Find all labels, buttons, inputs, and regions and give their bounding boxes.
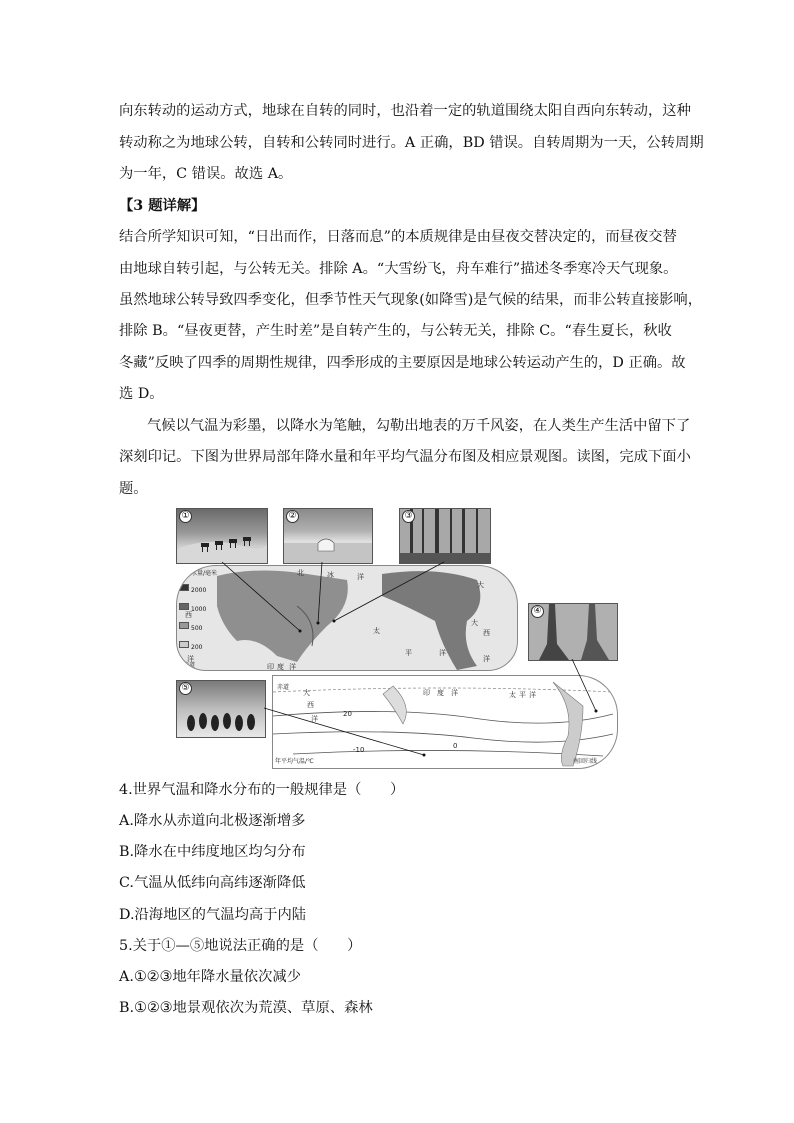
map-label: 西 (483, 629, 490, 637)
legend-value: 2000 (191, 587, 207, 594)
map-label: 洋 (483, 655, 490, 663)
map-label: 大 (303, 689, 310, 697)
map-label: 洋 (187, 655, 194, 663)
map-label: 洋 (289, 663, 296, 671)
map-label: 大 (471, 619, 478, 627)
map-label: 洋 (451, 689, 458, 697)
answer-option[interactable]: D.沿海地区的气温均高于内陆 (119, 907, 307, 923)
map-label: 平 (519, 691, 526, 699)
photo-number: ② (286, 510, 299, 523)
legend-value: 500 (191, 625, 203, 632)
legend-value: 200 (191, 644, 203, 651)
text-line: 转动称之为地球公转，自转和公转同时进行。A 正确，BD 错误。自转周期为一天，公转周期 (119, 135, 704, 151)
text-line: 冬藏”反映了四季的周期性规律，四季形成的主要原因是地球公转运动产生的，D 正确。故 (119, 355, 686, 371)
map-label: 洋 (357, 573, 364, 581)
map-label: 南回归线 (573, 758, 598, 765)
text-line: 排除 B。“昼夜更替，产生时差”是自转产生的，与公转无关，排除 C。“春生夏长，秋收 (119, 323, 672, 339)
map-label: 洋 (529, 691, 536, 699)
answer-option[interactable]: B.①②③地景观依次为荒漠、草原、森林 (119, 1000, 373, 1016)
answer-option[interactable]: C.气温从低纬向高纬逐渐降低 (119, 875, 306, 891)
map-label: 西 (307, 701, 314, 709)
photo-number: ⑤ (179, 682, 192, 695)
map-label: 度 (437, 689, 444, 697)
text-line: 虽然地球公转导致四季变化，但季节性天气现象(如降雪)是气候的结果，而非公转直接影响， (119, 292, 703, 308)
map-label: 20 (343, 710, 352, 718)
answer-option[interactable]: B.降水在中纬度地区均匀分布 (119, 844, 306, 860)
text-line: 深刻印记。下图为世界局部年降水量和年平均气温分布图及相应景观图。读图，完成下面小 (119, 449, 691, 465)
photo-number: ① (179, 510, 192, 523)
text-line: 气候以气温为彩墨，以降水为笔触，勾勒出地表的万千风姿，在人类生产生活中留下了 (147, 418, 691, 434)
answer-option[interactable]: A.降水从赤道向北极逐渐增多 (119, 813, 306, 829)
map-label: 洋 (439, 649, 446, 657)
answer-option[interactable]: A.①②③地年降水量依次减少 (119, 969, 301, 985)
text-line: 向东转动的运动方式，地球在自转的同时，也沿着一定的轨道围绕太阳自西向东转动，这种 (119, 103, 691, 119)
map-label: 大 (477, 581, 484, 589)
map-label: 太 (509, 691, 516, 699)
map-label: 赤道 (277, 684, 290, 691)
legend-value: 1000 (191, 606, 207, 613)
map-label: 平 (405, 649, 412, 657)
map-label: 太 (373, 627, 380, 635)
map-label: -10 (353, 746, 365, 754)
photo-number: ④ (531, 605, 544, 618)
legend-title: 年降水量/毫米 (179, 570, 218, 577)
map-label: 北 (297, 569, 304, 577)
question-stem: 5.关于①—⑤地说法正确的是（ ） (119, 938, 362, 954)
map-label: 冰 (327, 571, 334, 579)
text-line: 由地球自转引起，与公转无关。排除 A。“大雪纷飞，舟车难行”描述冬季寒冷天气现象。 (119, 261, 678, 277)
map-label: 印 (267, 663, 274, 671)
text-line: 选 D。 (119, 386, 164, 402)
text-line: 为一年，C 错误。故选 A。 (119, 166, 293, 182)
map-label: 西 (185, 611, 192, 619)
text-line: 结合所学知识可知，“日出而作，日落而息”的本质规律是由昼夜交替决定的，而昼夜交替 (119, 229, 677, 245)
temperature-axis-label: 年平均气温/℃ (275, 758, 314, 765)
connector-lines (172, 503, 618, 769)
map-label: 印 (423, 689, 430, 697)
map-label: 赤道 (183, 662, 196, 669)
photo-number: ③ (402, 510, 415, 523)
text-line: 题。 (119, 481, 148, 497)
section-heading: 【3 题详解】 (119, 198, 206, 214)
map-label: 度 (277, 663, 284, 671)
climate-figure (172, 503, 618, 769)
question-stem: 4.世界气温和降水分布的一般规律是（ ） (119, 782, 405, 798)
map-label: 洋 (311, 715, 318, 723)
map-label: 0 (453, 742, 458, 750)
